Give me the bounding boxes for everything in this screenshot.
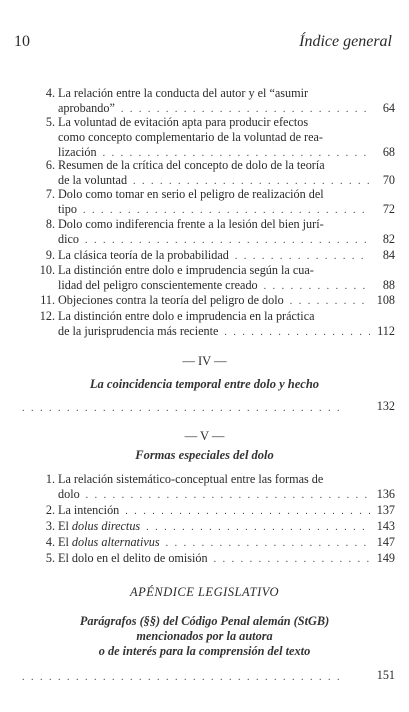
entry-page: 68 [382, 145, 395, 159]
running-title: Índice general [299, 33, 392, 50]
entry-text: El [58, 519, 69, 533]
entry-page: 70 [382, 173, 395, 187]
section-numeral: — V — [184, 429, 225, 443]
entry-page: 143 [376, 519, 395, 533]
entry-page: 137 [376, 503, 395, 517]
entry-number: 3. [45, 519, 55, 533]
leader-dots [235, 250, 370, 264]
entry-page: 147 [376, 535, 395, 549]
appendix-page: 151 [376, 668, 395, 682]
entry-page: 108 [376, 293, 395, 307]
appendix-subtitle: o de interés para la comprensión del texto [98, 644, 311, 658]
entry-page: 88 [382, 278, 395, 292]
entry-page: 149 [376, 551, 395, 565]
entry-page: 72 [382, 202, 395, 216]
entry-number: 5. [45, 115, 55, 129]
entry-text: de la jurisprudencia más reciente [58, 324, 219, 338]
section-numeral: — IV — [182, 354, 227, 368]
section-page: 132 [376, 399, 395, 413]
leader-dots [264, 280, 370, 294]
leader-dots [22, 672, 344, 683]
entry-text: Dolo como tomar en serio el peligro de realización del [58, 187, 324, 201]
entry-text: La voluntad de evitación apta para producir efectos [58, 115, 309, 129]
entry-number: 8. [45, 217, 55, 231]
page-number: 10 [14, 33, 30, 50]
entry-page: 64 [382, 101, 395, 115]
section-title: Formas especiales del dolo [135, 448, 274, 462]
entry-page: 136 [376, 487, 395, 501]
entry-text: La clásica teoría de la probabilidad [58, 248, 229, 262]
entry-number: 4. [45, 86, 55, 100]
entry-text: dico [58, 232, 79, 246]
entry-text: La distinción entre dolo e imprudencia según la cua- [58, 263, 314, 277]
leader-dots [166, 537, 370, 551]
entry-text: lidad del peligro conscientemente creado [58, 278, 258, 292]
leader-dots [22, 403, 344, 414]
entry-text: tipo [58, 202, 77, 216]
entry-page: 84 [382, 248, 395, 262]
entry-text: Resumen de la crítica del concepto de dolo de la teoría [58, 158, 325, 172]
entry-text: aprobando” [58, 101, 115, 115]
entry-text: El [58, 535, 69, 549]
leader-dots [224, 326, 370, 340]
leader-dots [125, 505, 370, 519]
entry-text: como concepto complementario de la voluntad de rea- [58, 130, 323, 144]
entry-number: 2. [45, 503, 55, 517]
entry-number: 5. [45, 551, 55, 565]
appendix-subtitle: mencionados por la autora [136, 629, 273, 643]
entry-text: La relación entre la conducta del autor y el “asumir [58, 86, 309, 100]
entry-number: 11. [40, 293, 55, 307]
entry-text: Dolo como indiferencia frente a la lesión del bien jurí- [58, 217, 324, 231]
entry-number: 9. [45, 248, 55, 262]
leader-dots [83, 204, 370, 218]
appendix-title: APÉNDICE LEGISLATIVO [129, 585, 280, 599]
entry-number: 6. [45, 158, 55, 172]
entry-page: 112 [377, 324, 395, 338]
entry-text: Objeciones contra la teoría del peligro de dolo [58, 293, 284, 307]
leader-dots [85, 234, 370, 248]
entry-number: 7. [45, 187, 55, 201]
entry-text: de la voluntad [58, 173, 128, 187]
entry-number: 1. [45, 472, 55, 486]
entry-text: La relación sistemático-conceptual entre las formas de [58, 472, 324, 486]
leader-dots [146, 521, 370, 535]
entry-text-italic: dolus alternativus [71, 535, 160, 549]
entry-text: El dolo en el delito de omisión [58, 551, 208, 565]
entry-page: 82 [382, 232, 395, 246]
entry-text: La intención [58, 503, 120, 517]
entry-number: 12. [39, 309, 55, 323]
entry-text: La distinción entre dolo e imprudencia en la práctica [58, 309, 315, 323]
appendix-subtitle: Parágrafos (§§) del Código Penal alemán (StGB) [79, 614, 330, 628]
entry-text: dolo [58, 487, 80, 501]
entry-text-italic: dolus directus [71, 519, 141, 533]
entry-text: lización [58, 145, 97, 159]
entry-number: 10. [39, 263, 55, 277]
leader-dots [86, 489, 370, 503]
leader-dots [214, 553, 370, 567]
entry-number: 4. [45, 535, 55, 549]
section-title[interactable]: La coincidencia temporal entre dolo y hecho [89, 377, 320, 391]
leader-dots [290, 295, 370, 309]
